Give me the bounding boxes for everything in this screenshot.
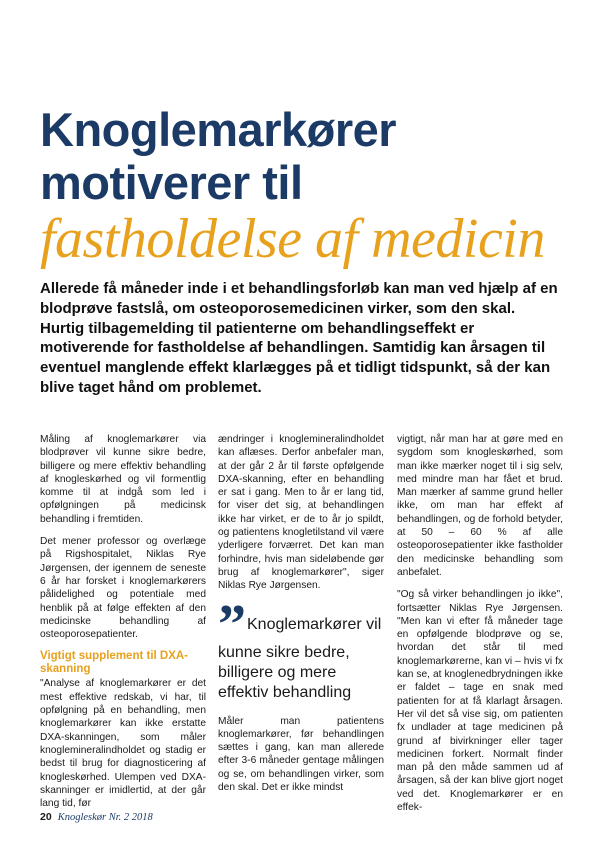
body-paragraph: Måling af knoglemarkører via blodprøver vil kunne sikre bedre, billigere og mere effektiv behandling af knogleskørhed og vil formentlig komme til at indgå som led i opfølgningen på medicinsk behandling i fremtiden. [40, 434, 206, 525]
body-paragraph: ændringer i knoglemineralindholdet kan aflæses. Derfor anbefaler man, at der går 2 år til første opfølgende DXA-skanning, efter en behandling er sat i gang. Men to år er lang tid, for viser det sig, at behandlingen ikke har virket, er de to år jo spildt, og patientens knogletilstand vil være yderligere forværret. Det kan man forhindre, hvis man sideløbende gør brug af knoglemarkører", siger Niklas Rye Jørgensen. [218, 434, 384, 592]
title-line-3: fastholdelse af medicin [40, 208, 545, 270]
magazine-issue: Knogleskør Nr. 2 2018 [57, 812, 153, 823]
page-number: 20 [40, 811, 52, 823]
pull-quote-text: Knoglemarkører vil kunne sikre bedre, billigere og mere effektiv behandling [218, 615, 382, 701]
body-paragraph: vigtigt, når man har at gøre med en sygdom som knogleskørhed, som man ikke mærker noget til i sig selv, med mindre man har fået et brud. Man mærker af samme grund heller ikke, om man har effekt af behandlingen, og de forhold betyder, at 50 – 60 % af alle osteoporosepatienter ikke fastholder den medicinske behandling som anbefalet. [397, 434, 563, 578]
body-paragraph: Måler man patientens knoglemarkører, før behandlingen sættes i gang, kan man allerede efter 3-6 måneder gentage målingen og se, om behandlingen virker, som den skal. Det er ikke mindst [218, 715, 384, 794]
quote-mark-icon: ” [218, 593, 246, 656]
lead-paragraph: Allerede få måneder inde i et behandlingsforløb kan man ved hjælp af en blodprøve fastslå, om osteoporosemedicinen virker, som den skal. Hurtig tilbagemelding til patienterne om behandlingseffekt er motiverende for fastholdelse af behandlingen. Samtidig kan årsagen til eventuel manglende effekt klarlægges på et tidligt tidspunkt, så der kan blive taget hånd om problemet. [40, 280, 558, 396]
column-3 [397, 433, 563, 823]
title-line-2: motiverer til [40, 156, 303, 209]
article-title [40, 103, 580, 270]
body-paragraph: "Og så virker behandlingen jo ikke", fortsætter Niklas Rye Jørgensen. "Men kan vi efter få måneder tage en opfølgende blodprøve og se, hvordan det står til med knoglemarkørerne, kan vi – hvis vi fx kan se, at knoglenedbrydningen ikke er faldet – tage en snak med patienten for at få klarlagt årsagen. Her vil det så vise sig, om patienten fx undlader at tage medicinen på grund af bivirkninger eller tager medicinen forkert. Normalt finder man på den måde sammen ud af årsagen, så der kan blive gjort noget ved det. Knoglemarkører er en effek- [397, 589, 563, 814]
pull-quote [218, 593, 384, 703]
column-1 [40, 433, 206, 819]
section-subheading: Vigtigt supplement til DXA-skanning [40, 650, 189, 676]
page-footer [40, 811, 153, 823]
body-paragraph: Det mener professor og overlæge på Rigshospitalet, Niklas Rye Jørgensen, der igennem de seneste 6 år har forsket i knoglemarkørers pålidelighed og potentiale med henblik på at følge effekten af den medicinske behandling af osteoporosepatienter. [40, 536, 206, 641]
body-paragraph: "Analyse af knoglemarkører er det mest effektive redskab, vi har, til opfølgning på en behandling, men knoglemarkører kan ikke erstatte DXA-skanningen, som måler knoglemineralindholdet og stadig er bedst til brug for diagnosticering af knogleskørhed. Ulempen ved DXA-skanninger er imidlertid, at der går lang tid, før [40, 678, 206, 810]
column-2 [218, 433, 384, 803]
title-line-1: Knoglemarkører [40, 103, 397, 156]
